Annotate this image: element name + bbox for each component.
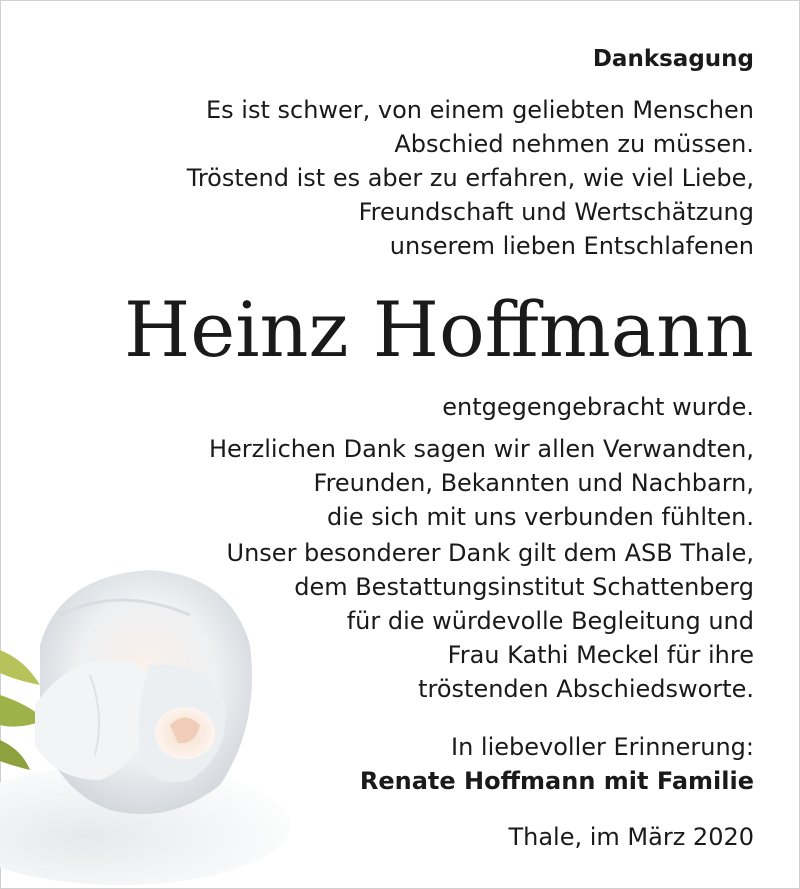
intro-line: Freundschaft und Wertschätzung (358, 198, 754, 226)
special-thanks-text (227, 536, 754, 706)
special-thanks-line: tröstenden Abschiedsworte. (418, 675, 754, 703)
family-signature: Renate Hoffmann mit Familie (359, 767, 754, 795)
notice-title: Danksagung (592, 46, 754, 72)
after-name-text: entgegengebracht wurde. (442, 393, 754, 421)
memory-line: In liebevoller Erinnerung: (451, 733, 754, 761)
special-thanks-line: Unser besonderer Dank gilt dem ASB Thale, (226, 539, 754, 567)
special-thanks-line: dem Bestattungsinstitut Schattenberg (294, 573, 754, 601)
intro-line: Es ist schwer, von einem geliebten Menschen (205, 96, 754, 124)
deceased-name: Heinz Hoffmann (123, 285, 754, 374)
place-date: Thale, im März 2020 (508, 823, 754, 851)
thanks-line: die sich mit uns verbunden fühlten. (326, 503, 754, 531)
special-thanks-line: für die würdevolle Begleitung und (346, 607, 754, 635)
thanks-line: Freunden, Bekannten und Nachbarn, (313, 469, 754, 497)
intro-line: Abschied nehmen zu müssen. (394, 130, 754, 158)
intro-line: unserem lieben Entschlafenen (389, 232, 754, 260)
thanks-line: Herzlichen Dank sagen wir allen Verwandten, (208, 435, 754, 463)
intro-line: Tröstend ist es aber zu erfahren, wie viel Liebe, (186, 164, 754, 192)
special-thanks-line: Frau Kathi Meckel für ihre (447, 641, 754, 669)
thanks-text (209, 432, 754, 534)
intro-text (187, 93, 754, 263)
